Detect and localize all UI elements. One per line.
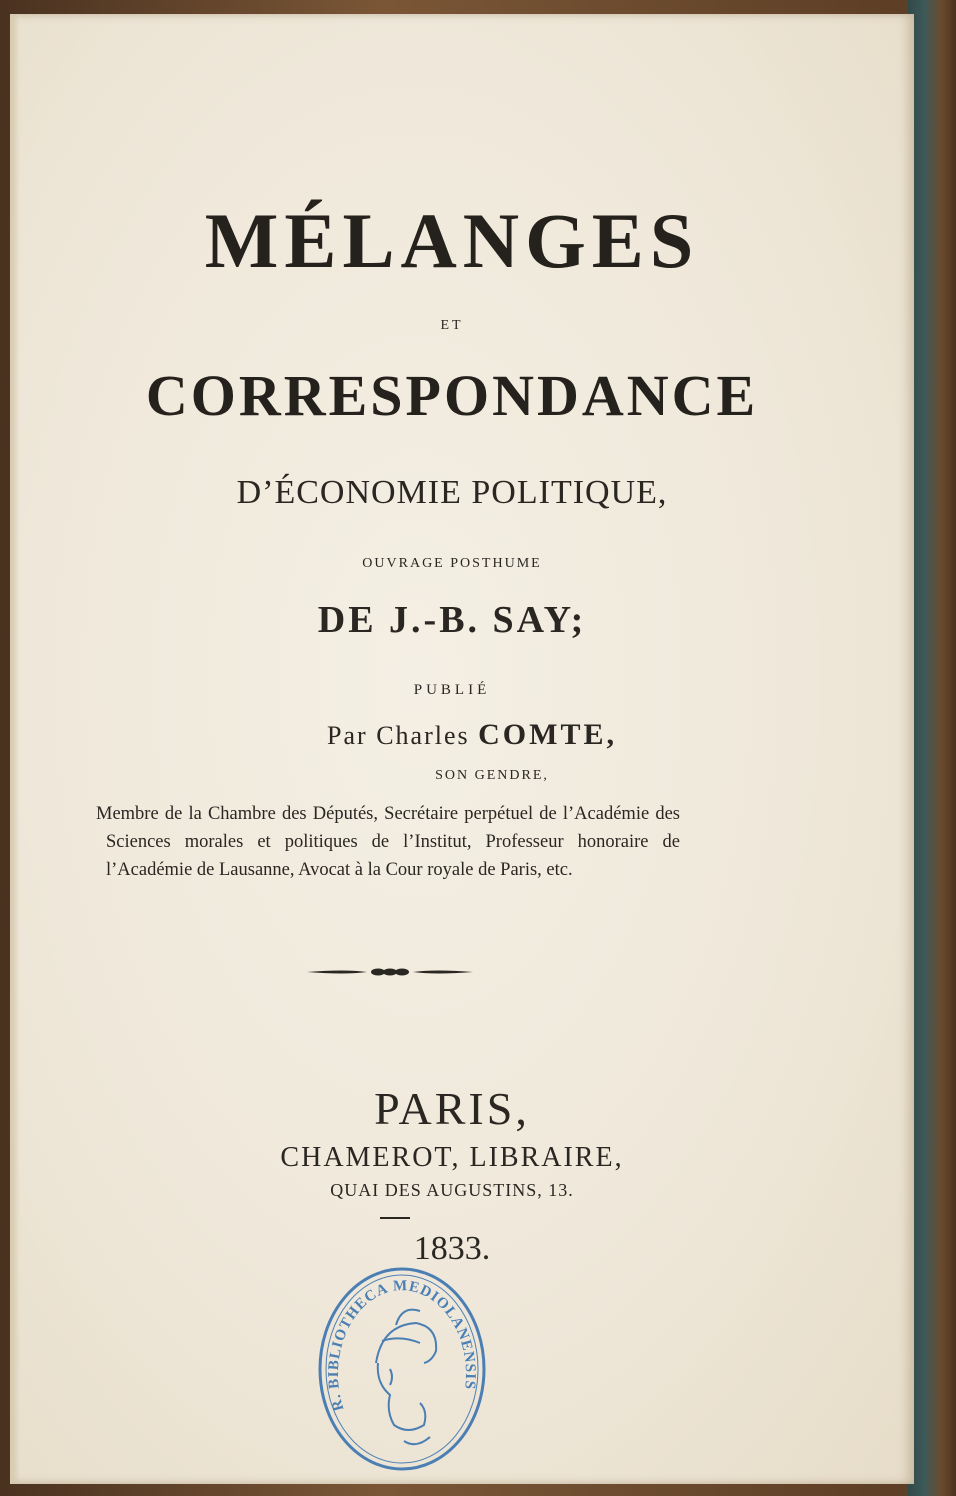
editor-name: COMTE,: [478, 718, 617, 751]
published-label: PUBLIÉ: [413, 682, 491, 698]
title-conjunction: ET: [440, 318, 464, 333]
short-rule: [380, 1217, 410, 1219]
book-title: MÉLANGES: [204, 197, 700, 284]
helmeted-head-icon: [376, 1310, 436, 1445]
editor-line: [20, 718, 924, 752]
publication-year: 1833.: [413, 1230, 491, 1267]
library-stamp: [316, 1265, 488, 1473]
publication-city: PARIS,: [374, 1083, 530, 1134]
book-title-second-line: CORRESPONDANCE: [145, 363, 759, 428]
editor-prefix: Par Charles: [327, 721, 470, 750]
publisher-name: CHAMEROT, LIBRAIRE,: [280, 1142, 624, 1173]
publisher-address: QUAI DES AUGUSTINS, 13.: [330, 1180, 574, 1200]
book-subtitle: D’ÉCONOMIE POLITIQUE,: [236, 474, 668, 511]
editor-relation: SON GENDRE,: [435, 768, 549, 783]
ornament-divider: [305, 962, 475, 982]
stamp-text: R. BIBLIOTHECA MEDIOLANENSIS: [325, 1278, 479, 1413]
work-type: OUVRAGE POSTHUME: [362, 556, 542, 571]
editor-titles: Membre de la Chambre des Députés, Secrétaire perpétuel de l’Académie des Sciences morales et politiques de l’Institut, Professeur honoraire de l’Académie de Lausanne, Avocat à la Cour royale de Paris, etc.: [96, 804, 680, 880]
author-line: DE J.-B. SAY;: [317, 599, 587, 641]
